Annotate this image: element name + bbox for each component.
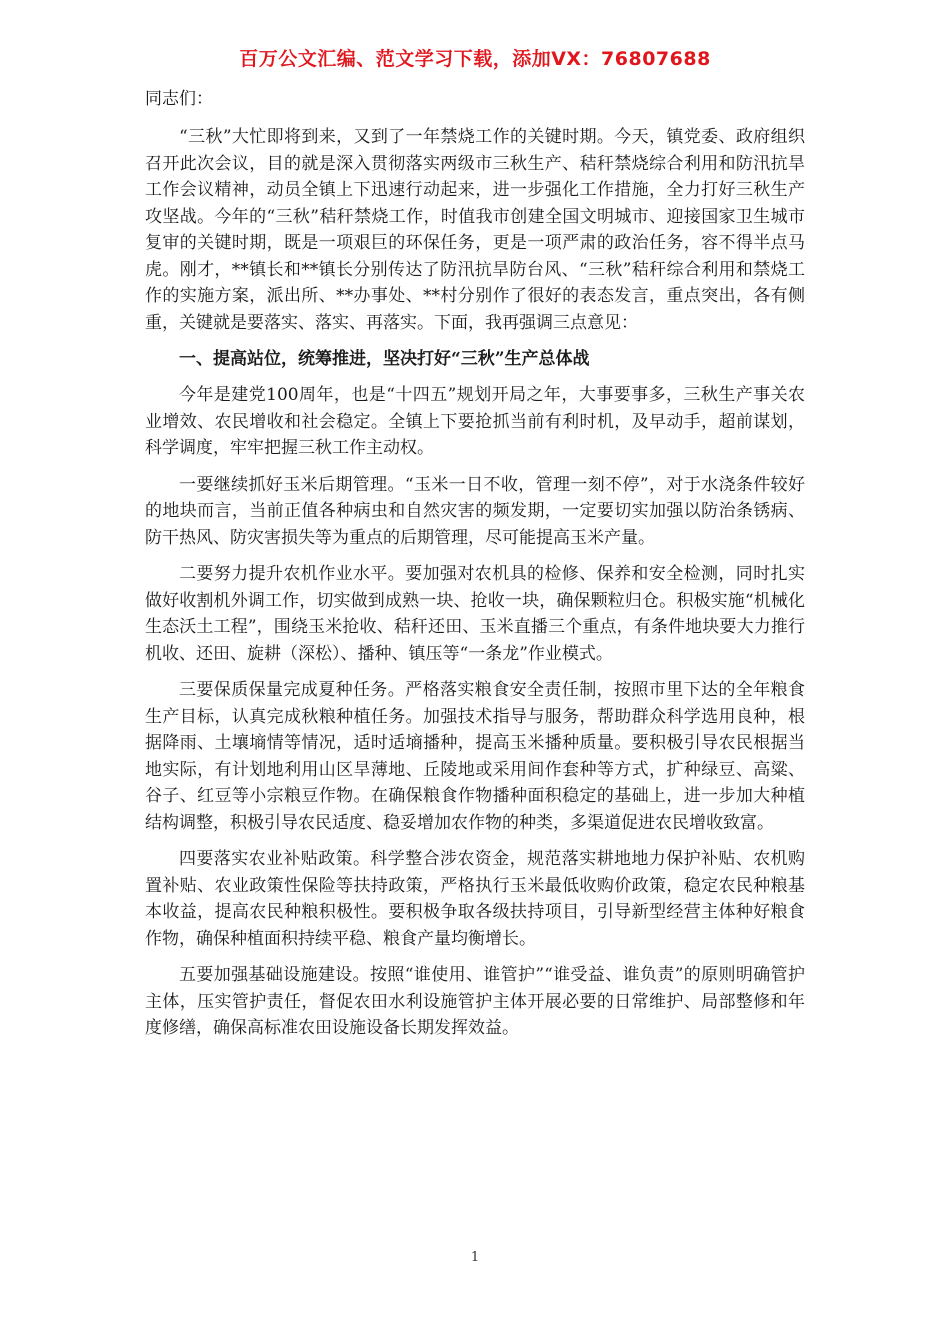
paragraph-point-5: 五要加强基础设施建设。按照“谁使用、谁管护”“谁受益、谁负责”的原则明确管护主体，压实管护责任，督促农田水利设施管护主体开展必要的日常维护、局部整修和年度修缮，确保高标准农田设施设备长期发挥效益。 [145, 965, 805, 1038]
paragraph-intro: “三秋”大忙即将到来，又到了一年禁烧工作的关键时期。今天，镇党委、政府组织召开此次会议，目的就是深入贯彻落实两级市三秋生产、秸秆禁烧综合利用和防汛抗旱工作会议精神，动员全镇上下迅速行动起来，进一步强化工作措施，全力打好三秋生产攻坚战。今年的“三秋”秸秆禁烧工作，时值我市创建全国文明城市、迎接国家卫生城市复审的关键时期，既是一项艰巨的环保任务，更是一项严肃的政治任务，容不得半点马虎。刚才，**镇长和**镇长分别传达了防汛抗旱防台风、“三秋”秸秆综合利用和禁烧工作的实施方案，派出所、**办事处、**村分别作了很好的表态发言，重点突出，各有侧重，关键就是要落实、落实、再落实。下面，我再强调三点意见： [145, 127, 805, 333]
salutation: 同志们： [145, 89, 213, 109]
document-body [145, 86, 805, 1052]
paragraph-point-3: 三要保质保量完成夏种任务。严格落实粮食安全责任制，按照市里下达的全年粮食生产目标，认真完成秋粮种植任务。加强技术指导与服务，帮助群众科学选用良种，根据降雨、土壤墒情等情况，适时适墒播种，提高玉米播种质量。要积极引导农民根据当地实际，有计划地利用山区旱薄地、丘陵地或采用间作套种等方式，扩种绿豆、高粱、谷子、红豆等小宗粮豆作物。在确保粮食作物播种面积稳定的基础上，进一步加大种植结构调整，积极引导农民适度、稳妥增加农作物的种类，多渠道促进农民增收致富。 [145, 680, 805, 833]
paragraph-point-4: 四要落实农业补贴政策。科学整合涉农资金，规范落实耕地地力保护补贴、农机购置补贴、农业政策性保险等扶持政策，严格执行玉米最低收购价政策，稳定农民种粮基本收益，提高农民种粮积极性。要积极争取各级扶持项目，引导新型经营主体种好粮食作物，确保种植面积持续平稳、粮食产量均衡增长。 [145, 849, 805, 949]
paragraph-section-intro: 今年是建党100周年，也是“十四五”规划开局之年，大事要事多，三秋生产事关农业增效、农民增收和社会稳定。全镇上下要抢抓当前有利时机，及早动手，超前谋划，科学调度，牢牢把握三秋工作主动权。 [145, 385, 805, 458]
paragraph-point-2: 二要努力提升农机作业水平。要加强对农机具的检修、保养和安全检测，同时扎实做好收割机外调工作，切实做到成熟一块、抢收一块，确保颗粒归仓。积极实施“机械化生态沃土工程”，围绕玉米抢收、秸秆还田、玉米直播三个重点，有条件地块要大力推行机收、还田、旋耕（深松）、播种、镇压等“一条龙”作业模式。 [145, 564, 805, 664]
page-number: 1 [470, 1250, 480, 1265]
paragraph-point-1: 一要继续抓好玉米后期管理。“玉米一日不收，管理一刻不停”，对于水浇条件较好的地块而言，当前正值各种病虫和自然灾害的频发期，一定要切实加强以防治条锈病、防干热风、防灾害损失等为重点的后期管理，尽可能提高玉米产量。 [145, 474, 805, 548]
header-banner: 百万公文汇编、范文学习下载，添加VX：76807688 [239, 48, 711, 70]
section-heading-1: 一、提高站位，统筹推进，坚决打好“三秋”生产总体战 [179, 349, 590, 369]
